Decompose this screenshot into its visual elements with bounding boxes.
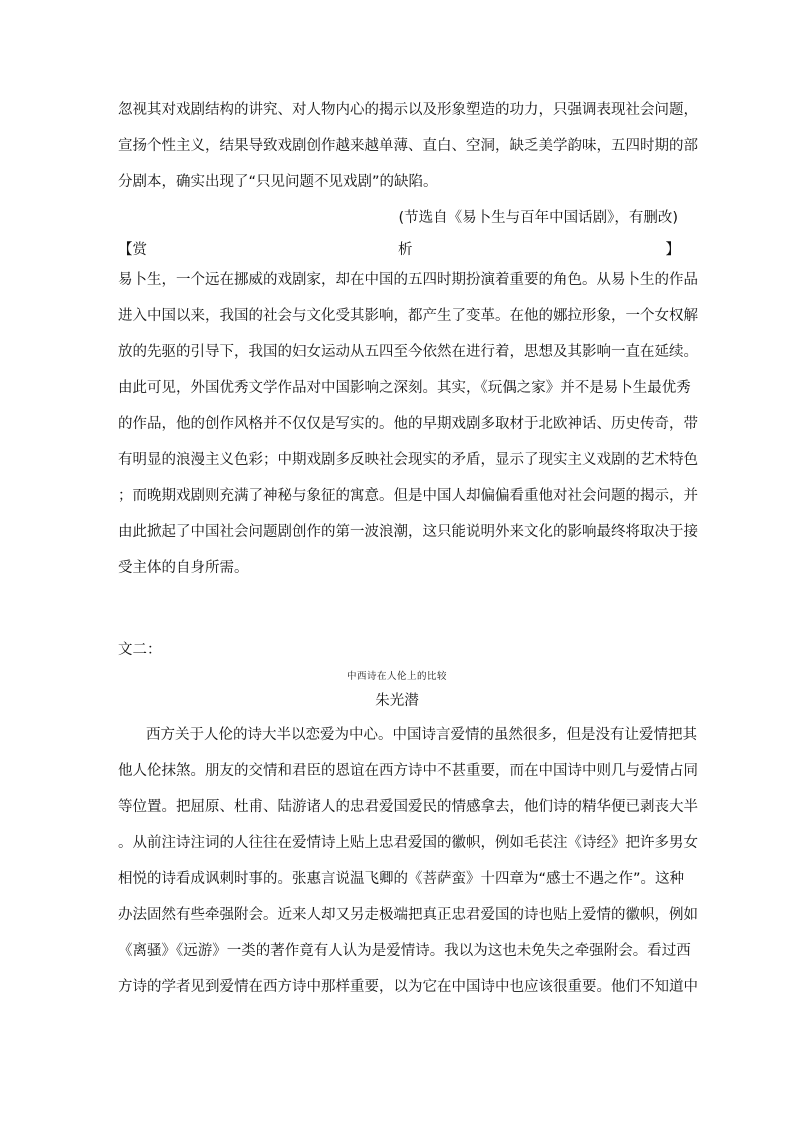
paragraph-line: 易卜生，一个远在挪威的戏剧家，却在中国的五四时期扮演着重要的角色。从易卜生的作品 <box>118 272 698 288</box>
paragraph-line: 放的先驱的引导下，我国的妇女运动从五四至今依然在进行着，思想及其影响一直在延续。 <box>118 344 698 360</box>
paragraph-line: 方诗的学者见到爱情在西方诗中那样重要，以为它在中国诗中也应该很重要。他们不知道中 <box>118 979 698 995</box>
heading-bracket-close: 】 <box>665 242 680 258</box>
paragraph-line: 等位置。把屈原、杜甫、陆游诸人的忠君爱国爱民的情感拿去，他们诗的精华便已剥丧大半 <box>118 799 698 815</box>
paragraph-line: 。从前注诗注词的人往往在爱情诗上贴上忠君爱国的徽帜，例如毛苌注《诗经》把许多男女 <box>118 835 698 851</box>
paragraph-line: 西方关于人伦的诗大半以恋爱为中心。中国诗言爱情的虽然很多，但是没有让爱情把其 <box>146 727 697 743</box>
heading-bracket-open: 【赏 <box>118 242 147 258</box>
appreciation-heading <box>118 240 680 260</box>
paragraph-line: 受主体的自身所需。 <box>118 560 249 576</box>
paragraph-line: 的作品，他的创作风格并不仅仅是写实的。他的早期戏剧多取材于北欧神话、历史传奇，带 <box>118 416 698 432</box>
heading-middle: 析 <box>398 242 413 258</box>
paragraph-line: 《离骚》《远游》一类的著作竟有人认为是爱情诗。我以为这也未免失之牵强附会。看过西 <box>118 943 691 959</box>
paragraph-line: 由此掀起了中国社会问题剧创作的第一波浪潮，这只能说明外来文化的影响最终将取决于接 <box>118 524 698 540</box>
paragraph-line: 相悦的诗看成讽刺时事的。张惠言说温飞卿的《菩萨蛮》十四章为“感士不遇之作”。这种 <box>118 871 685 887</box>
paragraph-line: 由此可见，外国优秀文学作品对中国影响之深刻。其实，《玩偶之家》并不是易卜生最优秀 <box>118 380 691 396</box>
article-author: 朱光潜 <box>375 693 419 709</box>
paragraph-line: ；而晚期戏剧则充满了神秘与象征的寓意。但是中国人却偏偏看重他对社会问题的揭示，并 <box>118 488 698 504</box>
paragraph-line: 他人伦抹煞。朋友的交情和君臣的恩谊在西方诗中不甚重要，而在中国诗中则几与爱情占同 <box>118 763 698 779</box>
article-title: 中西诗在人伦上的比较 <box>346 671 447 682</box>
paragraph-line: 有明显的浪漫主义色彩；中期戏剧多反映社会现实的矛盾，显示了现实主义戏剧的艺术特色 <box>118 452 698 468</box>
paragraph-line: 进入中国以来，我国的社会与文化受其影响，都产生了变革。在他的娜拉形象，一个女权解 <box>118 308 698 324</box>
text-two-label: 文二： <box>118 642 162 658</box>
paragraph-line: 分剧本，确实出现了“只见问题不见戏剧”的缺陷。 <box>118 174 438 190</box>
paragraph-line: 办法固然有些牵强附会。近来人却又另走极端把真正忠君爱国的诗也贴上爱情的徽帜，例如 <box>118 907 698 923</box>
paragraph-line: 忽视其对戏剧结构的讲究、对人物内心的揭示以及形象塑造的功力，只强调表现社会问题， <box>118 102 698 118</box>
paragraph-line: 宣扬个性主义，结果导致戏剧创作越来越单薄、直白、空洞，缺乏美学韵味，五四时期的部 <box>118 138 698 154</box>
source-citation: (节选自《易卜生与百年中国话剧》，有删改) <box>398 210 678 226</box>
